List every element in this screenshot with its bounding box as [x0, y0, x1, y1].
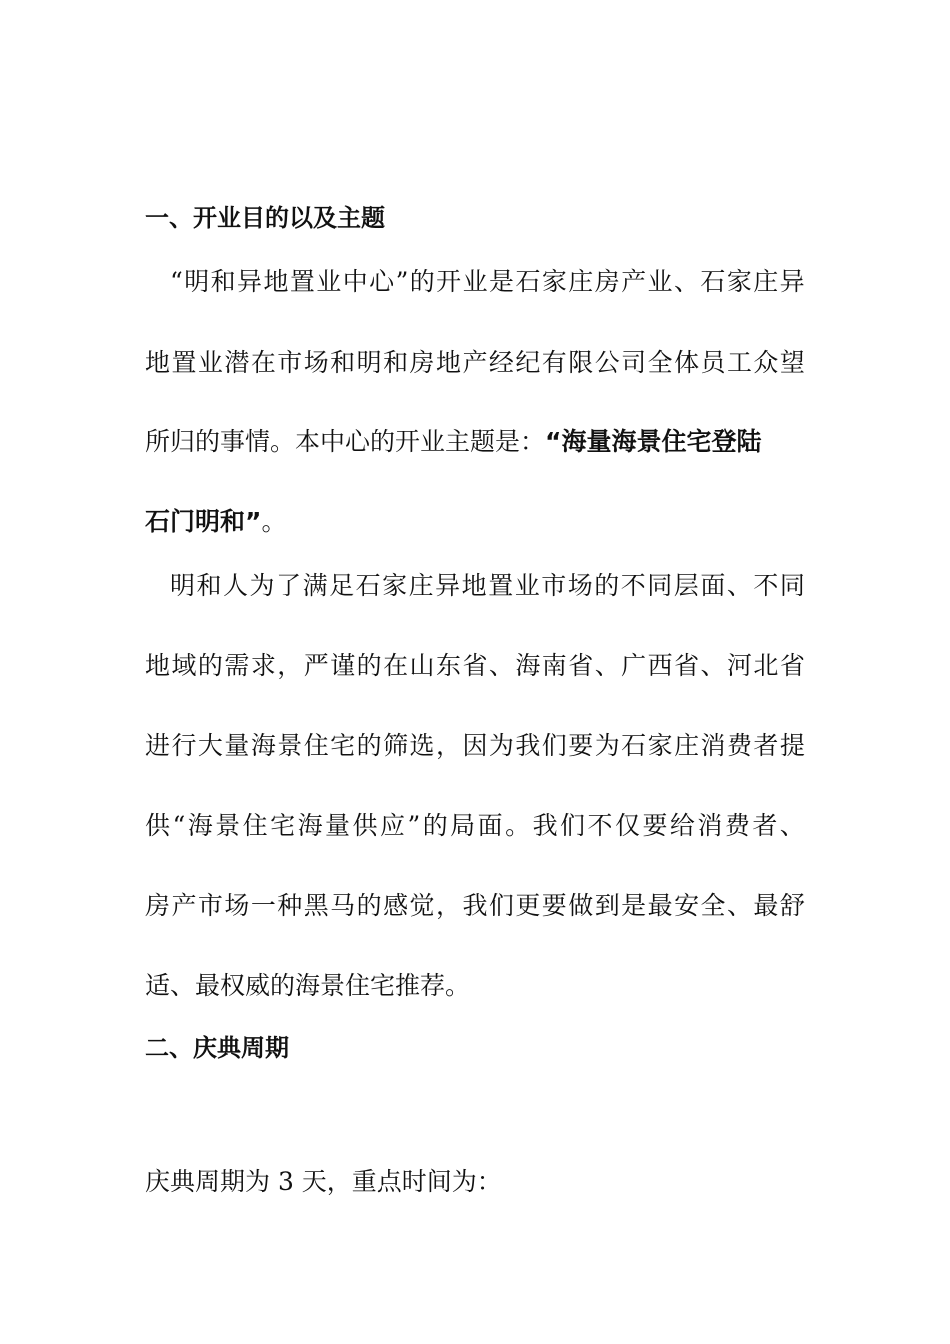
paragraph-1-line-3 — [145, 426, 805, 458]
section-1-heading: 一、开业目的以及主题 — [145, 204, 385, 232]
paragraph-2-line-3: 进 行 大 量 海 景 住 宅 的 筛 选 ， 因 为 我 们 要 为 石 家 庄 消 费 者 提 — [145, 731, 805, 760]
paragraph-2-line-6: 适、最权威的海景住宅推荐。 — [145, 971, 471, 1000]
paragraph-2-line-4: 供 “ 海 景 住 宅 海 量 供 应 ” 的 局 面 。 我 们 不 仅 要 给 消 费 者 、 — [145, 811, 805, 840]
opening-theme-part-1: “海量海景住宅登陆 — [545, 427, 762, 456]
paragraph-2-line-1: 明 和 人 为 了 满 足 石 家 庄 异 地 置 业 市 场 的 不 同 层 面 、 不 同 — [170, 571, 805, 600]
paragraph-1-line-1: “ 明 和 异 地 置 业 中 心 ” 的 开 业 是 石 家 庄 房 产 业 、 石 家 庄 异 — [170, 267, 805, 296]
opening-theme-part-2: 石门明和” — [145, 507, 262, 536]
section-2-paragraph: 庆典周期为 3 天，重点时间为： — [145, 1167, 502, 1196]
paragraph-2-line-5: 房 产 市 场 一 种 黑 马 的 感 觉 ， 我 们 更 要 做 到 是 最 安 全 、 最 舒 — [145, 891, 805, 920]
paragraph-1-line-3-text: 所归的事情。本中心的开业主题是： — [145, 427, 546, 456]
section-2-heading: 二、庆典周期 — [145, 1034, 289, 1062]
paragraph-2-line-2: 地 域 的 需 求 ， 严 谨 的 在 山 东 省 、 海 南 省 、 广 西 省 、 河 北 省 — [145, 651, 805, 680]
paragraph-1-line-2: 地 置 业 潜 在 市 场 和 明 和 房 地 产 经 纪 有 限 公 司 全 体 员 工 众 望 — [145, 348, 805, 377]
paragraph-1-line-4 — [145, 506, 805, 538]
paragraph-1-line-4-text: 。 — [261, 507, 287, 536]
